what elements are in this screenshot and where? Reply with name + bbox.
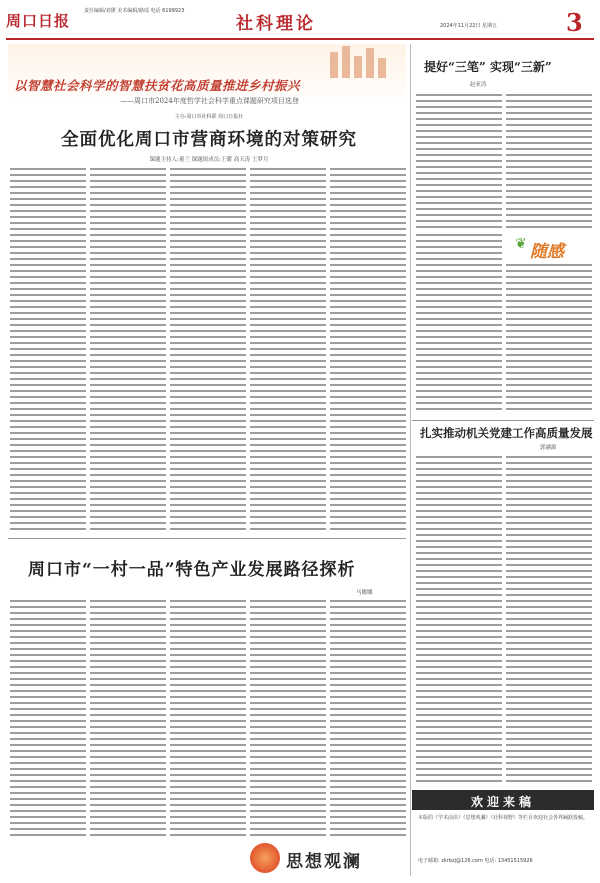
article-byline: 主办:周口市社科联 周口日报社 bbox=[174, 114, 244, 120]
footer-column-title: 思想观澜 bbox=[286, 852, 362, 872]
city-skyline-graphic bbox=[378, 58, 386, 78]
research-team: 课题主持人:董兰 课题组成员:王暖 高天涛 王梦月 bbox=[149, 157, 269, 163]
article-body-column bbox=[170, 168, 246, 534]
column-tag: 随感 bbox=[530, 242, 564, 262]
article-body-column bbox=[250, 600, 326, 836]
editor-info: 责任编辑/刘黛 美术编辑/路瑶 电话 6199923 bbox=[84, 8, 185, 14]
column-separator bbox=[410, 44, 411, 876]
notice-title: 欢迎来稿 bbox=[470, 795, 535, 809]
article-title[interactable]: 全面优化周口市营商环境的对策研究 bbox=[61, 130, 357, 150]
issue-date: 2024年11月22日 星期五 bbox=[440, 23, 498, 29]
article-author: 马娜娜 bbox=[356, 590, 373, 596]
city-skyline-graphic bbox=[342, 46, 350, 78]
article-title[interactable]: 扎实推动机关党建工作高质量发展 bbox=[420, 426, 593, 440]
article-body-column bbox=[330, 168, 406, 534]
header-rule bbox=[6, 38, 594, 40]
article-author: 郭涵源 bbox=[540, 445, 557, 451]
city-skyline-graphic bbox=[354, 56, 362, 78]
section-title: 社科理论 bbox=[236, 14, 316, 34]
leaf-icon: ❦ bbox=[515, 236, 527, 252]
article-body-column bbox=[250, 168, 326, 534]
article-body-column bbox=[506, 264, 592, 414]
article-body-column bbox=[10, 168, 86, 534]
section-divider bbox=[8, 538, 406, 539]
article-body-column bbox=[506, 456, 592, 784]
article-body-column bbox=[170, 600, 246, 836]
banner-title: 以智慧社会科学的智慧扶贫花高质量推进乡村振兴 bbox=[14, 78, 301, 93]
article-body-column bbox=[416, 234, 502, 414]
banner-subtitle: ——周口市2024年度哲学社会科学重点课题研究项目选登 bbox=[120, 97, 299, 105]
column-emblem bbox=[250, 843, 280, 873]
article-body-column bbox=[10, 600, 86, 836]
article-body-column bbox=[330, 600, 406, 836]
article-body-column bbox=[416, 456, 502, 784]
article-author: 赵亚涛 bbox=[470, 82, 487, 88]
city-skyline-graphic bbox=[330, 52, 338, 78]
newspaper-logo: 周口日报 bbox=[6, 12, 71, 30]
article-body-column bbox=[416, 94, 502, 230]
article-body-column bbox=[90, 168, 166, 534]
city-skyline-graphic bbox=[366, 48, 374, 78]
notice-body: 本版的《学术前沿》《思想观澜》《社科视野》等栏目欢迎社会各界踊跃投稿。 bbox=[418, 815, 589, 821]
article-body-column bbox=[506, 94, 592, 230]
article-title[interactable]: 周口市“一村一品”特色产业发展路径探析 bbox=[28, 560, 356, 580]
article-title[interactable]: 提好“三笔” 实现“三新” bbox=[424, 60, 552, 74]
masthead bbox=[0, 0, 600, 44]
contact-info: 电子邮箱: zkrbzj@126.com 电话: 13451515926 bbox=[418, 858, 533, 864]
article-body-column bbox=[90, 600, 166, 836]
section-divider bbox=[412, 420, 594, 421]
page-number: 3 bbox=[566, 8, 583, 37]
